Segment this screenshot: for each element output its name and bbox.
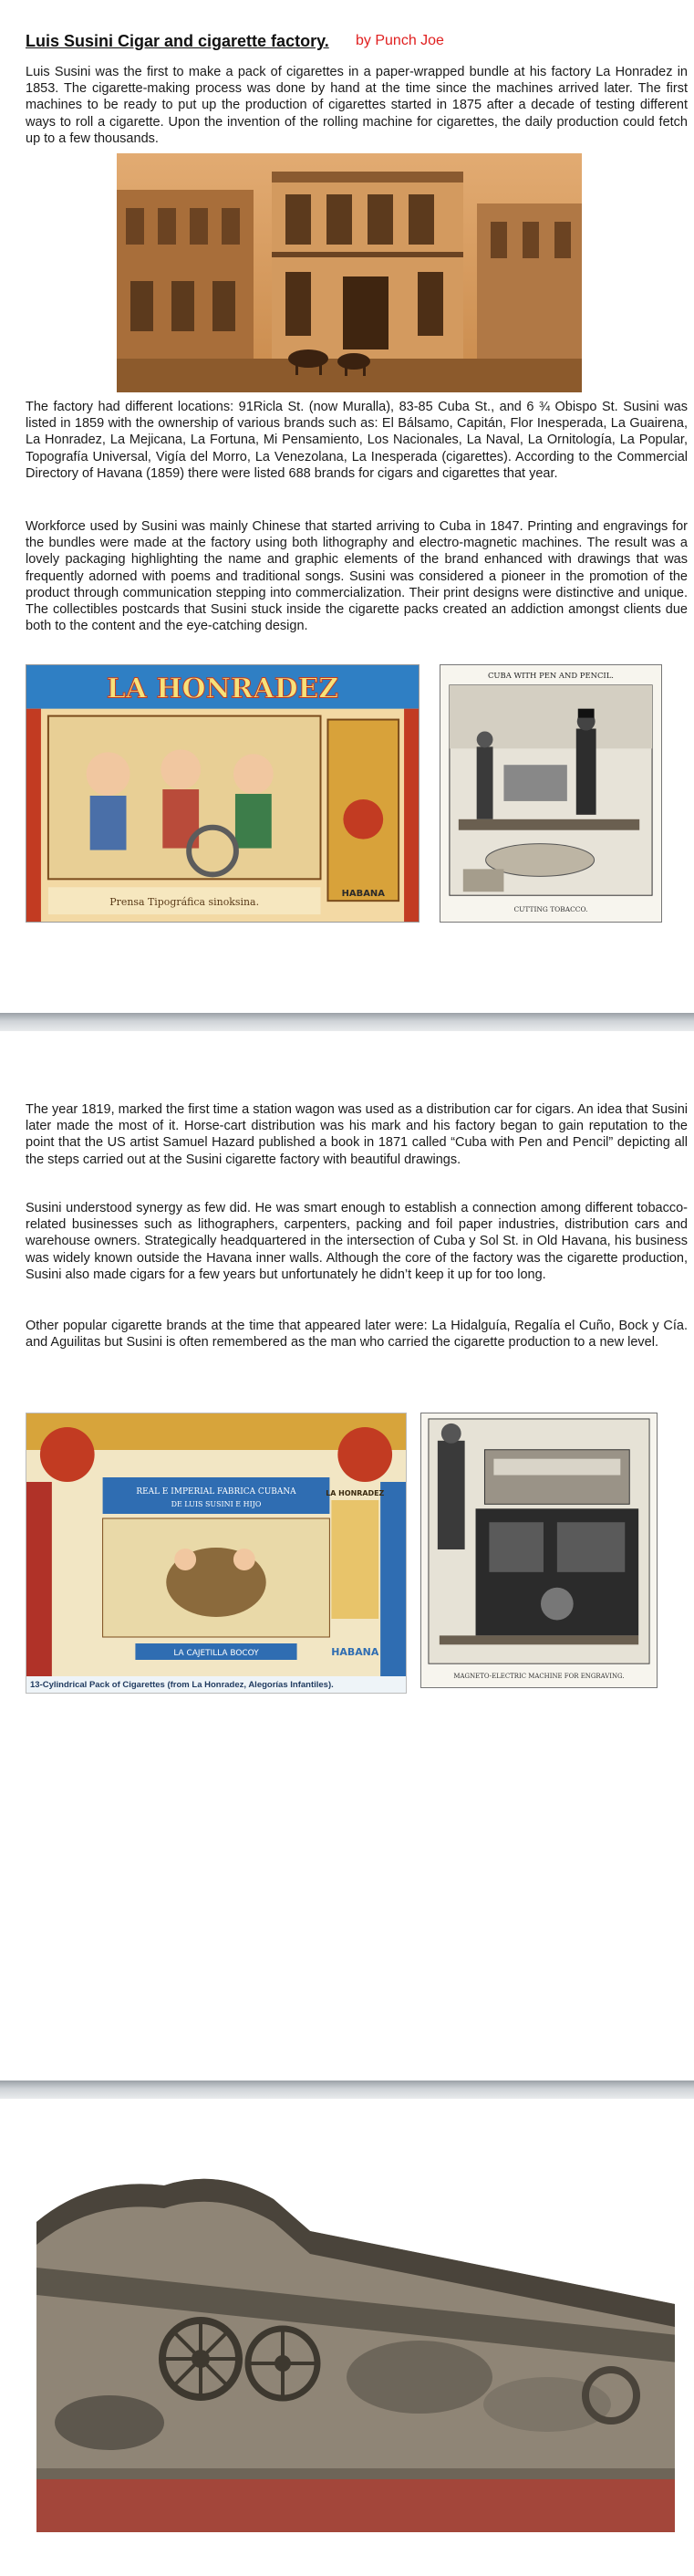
honradez-habana-text: HABANA bbox=[341, 889, 385, 900]
magneto-machine-engraving bbox=[420, 1413, 658, 1688]
title-row bbox=[26, 32, 664, 54]
engraving-title-text: CUBA WITH PEN AND PENCIL. bbox=[488, 670, 614, 680]
paragraph-other-brands: Other popular cigarette brands at the time that appeared later were: La Hidalguía, Regalía el Cuño, Bock y Cía. and Aguilitas but Susini is often remembered as the man who carried the cigarette production to a new level. bbox=[26, 1319, 688, 1351]
engraving-caption-text: CUTTING TOBACCO. bbox=[513, 905, 588, 914]
paragraph-synergy: Susini understood synergy as few did. He was smart enough to establish a connection among different tobacco-related businesses such as lithographers, carpenters, packing and foil paper industries, distribution cars and warehouse owners. Strategically headquartered in the intersection of Cuba y Sol St. in Old Havana, his business was widely known outside the Havana inner walls. Although the core of the factory was the cigarette production, Susini also made cigars for a few years but unfortunately he didn’t keep it up for too long. bbox=[26, 1201, 688, 1282]
pack-caption: 13-Cylindrical Pack of Cigarettes (from La Honradez, Alegorías Infantiles). bbox=[26, 1676, 406, 1693]
paragraph-intro: Luis Susini was the first to make a pack of cigarettes in a paper-wrapped bundle at his factory La Honradez in 1853. The cigarette-making process was done by hand at the time since the machines arrived later. The first machines to be ready to put up the production of cigarettes started in 1875 after a decade of testing different ways to roll a cigarette. Upon the invention of the rolling machine for cigarettes, the daily production could fetch up to a few thousands. bbox=[26, 65, 688, 146]
la-honradez-label-image bbox=[26, 664, 420, 923]
machine-caption-text: MAGNETO-ELECTRIC MACHINE FOR ENGRAVING. bbox=[453, 1673, 625, 1681]
document-page-3 bbox=[0, 2099, 694, 2576]
byline: by Punch Joe bbox=[356, 33, 444, 48]
cylindrical-pack-image bbox=[26, 1413, 407, 1694]
cuba-pen-pencil-engraving bbox=[440, 664, 662, 923]
pack-cajetilla-text: LA CAJETILLA BOCOY bbox=[173, 1648, 259, 1659]
paragraph-locations: The factory had different locations: 91Ricla St. (now Muralla), 83-85 Cuba St., and 6 ¾ Obispo St. Susini was listed in 1859 with the ownership of various brands such as: El Bálsamo, Capitán, Flor Inesperada, La Guairena, La Honradez, La Mejicana, La Fortuna, Mi Pensamiento, Los Nacionales, La Naval, La Ornitología, La Popular, Topografía Universal, Vigía del Morro, La Venezolana, La Inesperada (cigarettes). According to the Commercial Directory of Havana (1859) there were listed 688 brands for cigars and cigarettes that year. bbox=[26, 400, 688, 481]
honradez-prensa-text: Prensa Tipográfica sinoksina. bbox=[109, 896, 260, 909]
pack-real-text: REAL E IMPERIAL FABRICA CUBANA bbox=[136, 1486, 296, 1497]
ornate-building-photo bbox=[36, 2167, 675, 2532]
paragraph-distribution: The year 1819, marked the first time a station wagon was used as a distribution car for cigars. An idea that Susini later made the most of it. Horse-cart distribution was his mark and his factory began to gain reputation to the point that the US artist Samuel Hazard published a book in 1871 called “Cuba with Pen and Pencil” depicting all the steps carried out at the Susini cigarette factory with beautiful drawings. bbox=[26, 1102, 688, 1167]
factory-photo bbox=[117, 153, 582, 392]
paragraph-workforce: Workforce used by Susini was mainly Chinese that started arriving to Cuba in 1847. Printing and engravings for the bundles were made at the factory using both lithography and electro-magnetic machines. The result was a lovely packaging highlighting the name and graphic elements of the brand enhanced with drawings that was frequently adorned with poems and traditional songs. Susini was considered a pioneer in the promotion of the product through communication stepping into commercialization. Their print designs were distinctive and unique. The collectibles postcards that Susini stuck inside the cigarette packs created an addiction amongst clients due both to the content and the eye-catching design. bbox=[26, 519, 688, 634]
pack-honradez-text: LA HONRADEZ bbox=[326, 1488, 385, 1498]
pack-habana-text: HABANA bbox=[331, 1645, 379, 1659]
document-title: Luis Susini Cigar and cigarette factory. bbox=[26, 32, 329, 50]
honradez-banner-text: LA HONRADEZ bbox=[106, 673, 339, 705]
pack-de-text: DE LUIS SUSINI E HIJO bbox=[171, 1499, 262, 1509]
document-page-1 bbox=[0, 0, 694, 1013]
document-page-2 bbox=[0, 1031, 694, 2081]
page-break-2 bbox=[0, 2081, 694, 2099]
page-break-1 bbox=[0, 1013, 694, 1031]
